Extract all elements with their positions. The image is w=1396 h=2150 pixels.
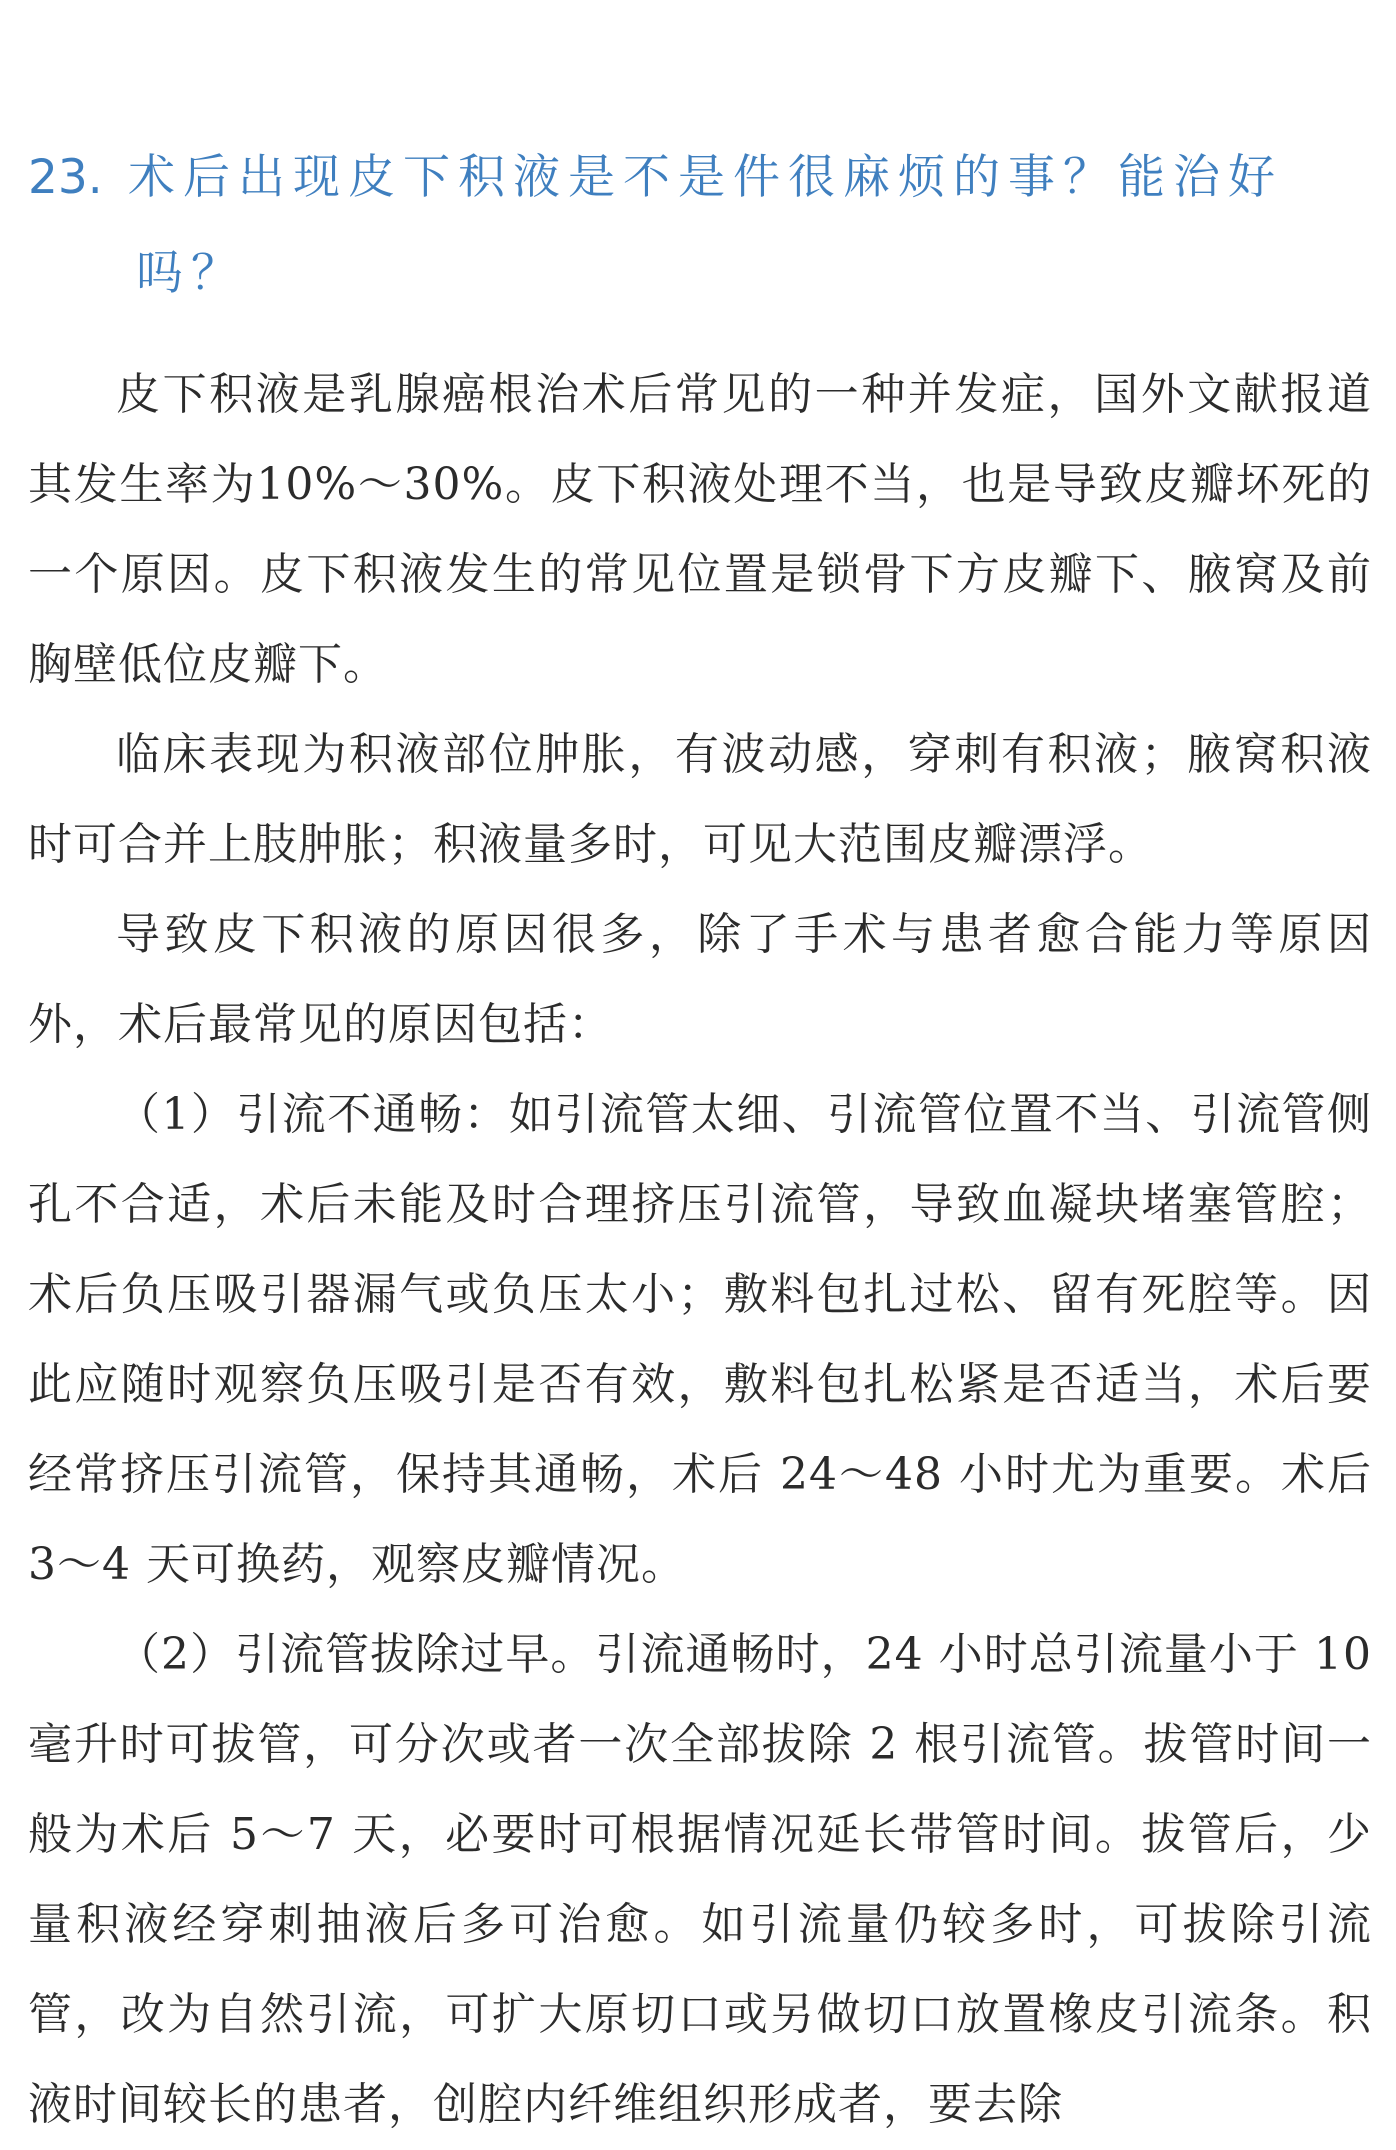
paragraph-causes: 导致皮下积液的原因很多，除了手术与患者愈合能力等原因外，术后最常见的原因包括： xyxy=(28,909,1372,1050)
question-title: 术后出现皮下积液是不是件很麻烦的事？能治好吗？ xyxy=(128,150,1283,301)
paragraph-cause-1: （1）引流不通畅：如引流管太细、引流管位置不当、引流管侧孔不合适，术后未能及时合理挤压引流管，导致血凝块堵塞管腔；术后负压吸引器漏气或负压太小；敷料包扎过松、留有死腔等。因此应随时观察负压吸引是否有效，敷料包扎松紧是否适当，术后要经常挤压引流管，保持其通畅，术后 24～48 小时尤为重要。术后 3～4 天可换药，观察皮瓣情况。 xyxy=(28,1089,1372,1590)
question-heading xyxy=(28,130,1372,322)
article-body xyxy=(28,350,1372,2150)
paragraph-cause-2: （2）引流管拔除过早。引流通畅时，24 小时总引流量小于 10 毫升时可拔管，可分次或者一次全部拔除 2 根引流管。拔管时间一般为术后 5～7 天，必要时可根据情况延长带管时间。拔管后，少量积液经穿刺抽液后多可治愈。如引流量仍较多时，可拔除引流管，改为自然引流，可扩大原切口或另做切口放置橡皮引流条。积液时间较长的患者，创腔内纤维组织形成者，要去除 xyxy=(28,1629,1372,2130)
paragraph-intro: 皮下积液是乳腺癌根治术后常见的一种并发症，国外文献报道其发生率为10%～30%。皮下积液处理不当，也是导致皮瓣坏死的一个原因。皮下积液发生的常见位置是锁骨下方皮瓣下、腋窝及前胸壁低位皮瓣下。 xyxy=(28,369,1372,690)
question-number: 23. xyxy=(28,150,103,205)
paragraph-symptoms: 临床表现为积液部位肿胀，有波动感，穿刺有积液；腋窝积液时可合并上肢肿胀；积液量多时，可见大范围皮瓣漂浮。 xyxy=(28,729,1372,870)
